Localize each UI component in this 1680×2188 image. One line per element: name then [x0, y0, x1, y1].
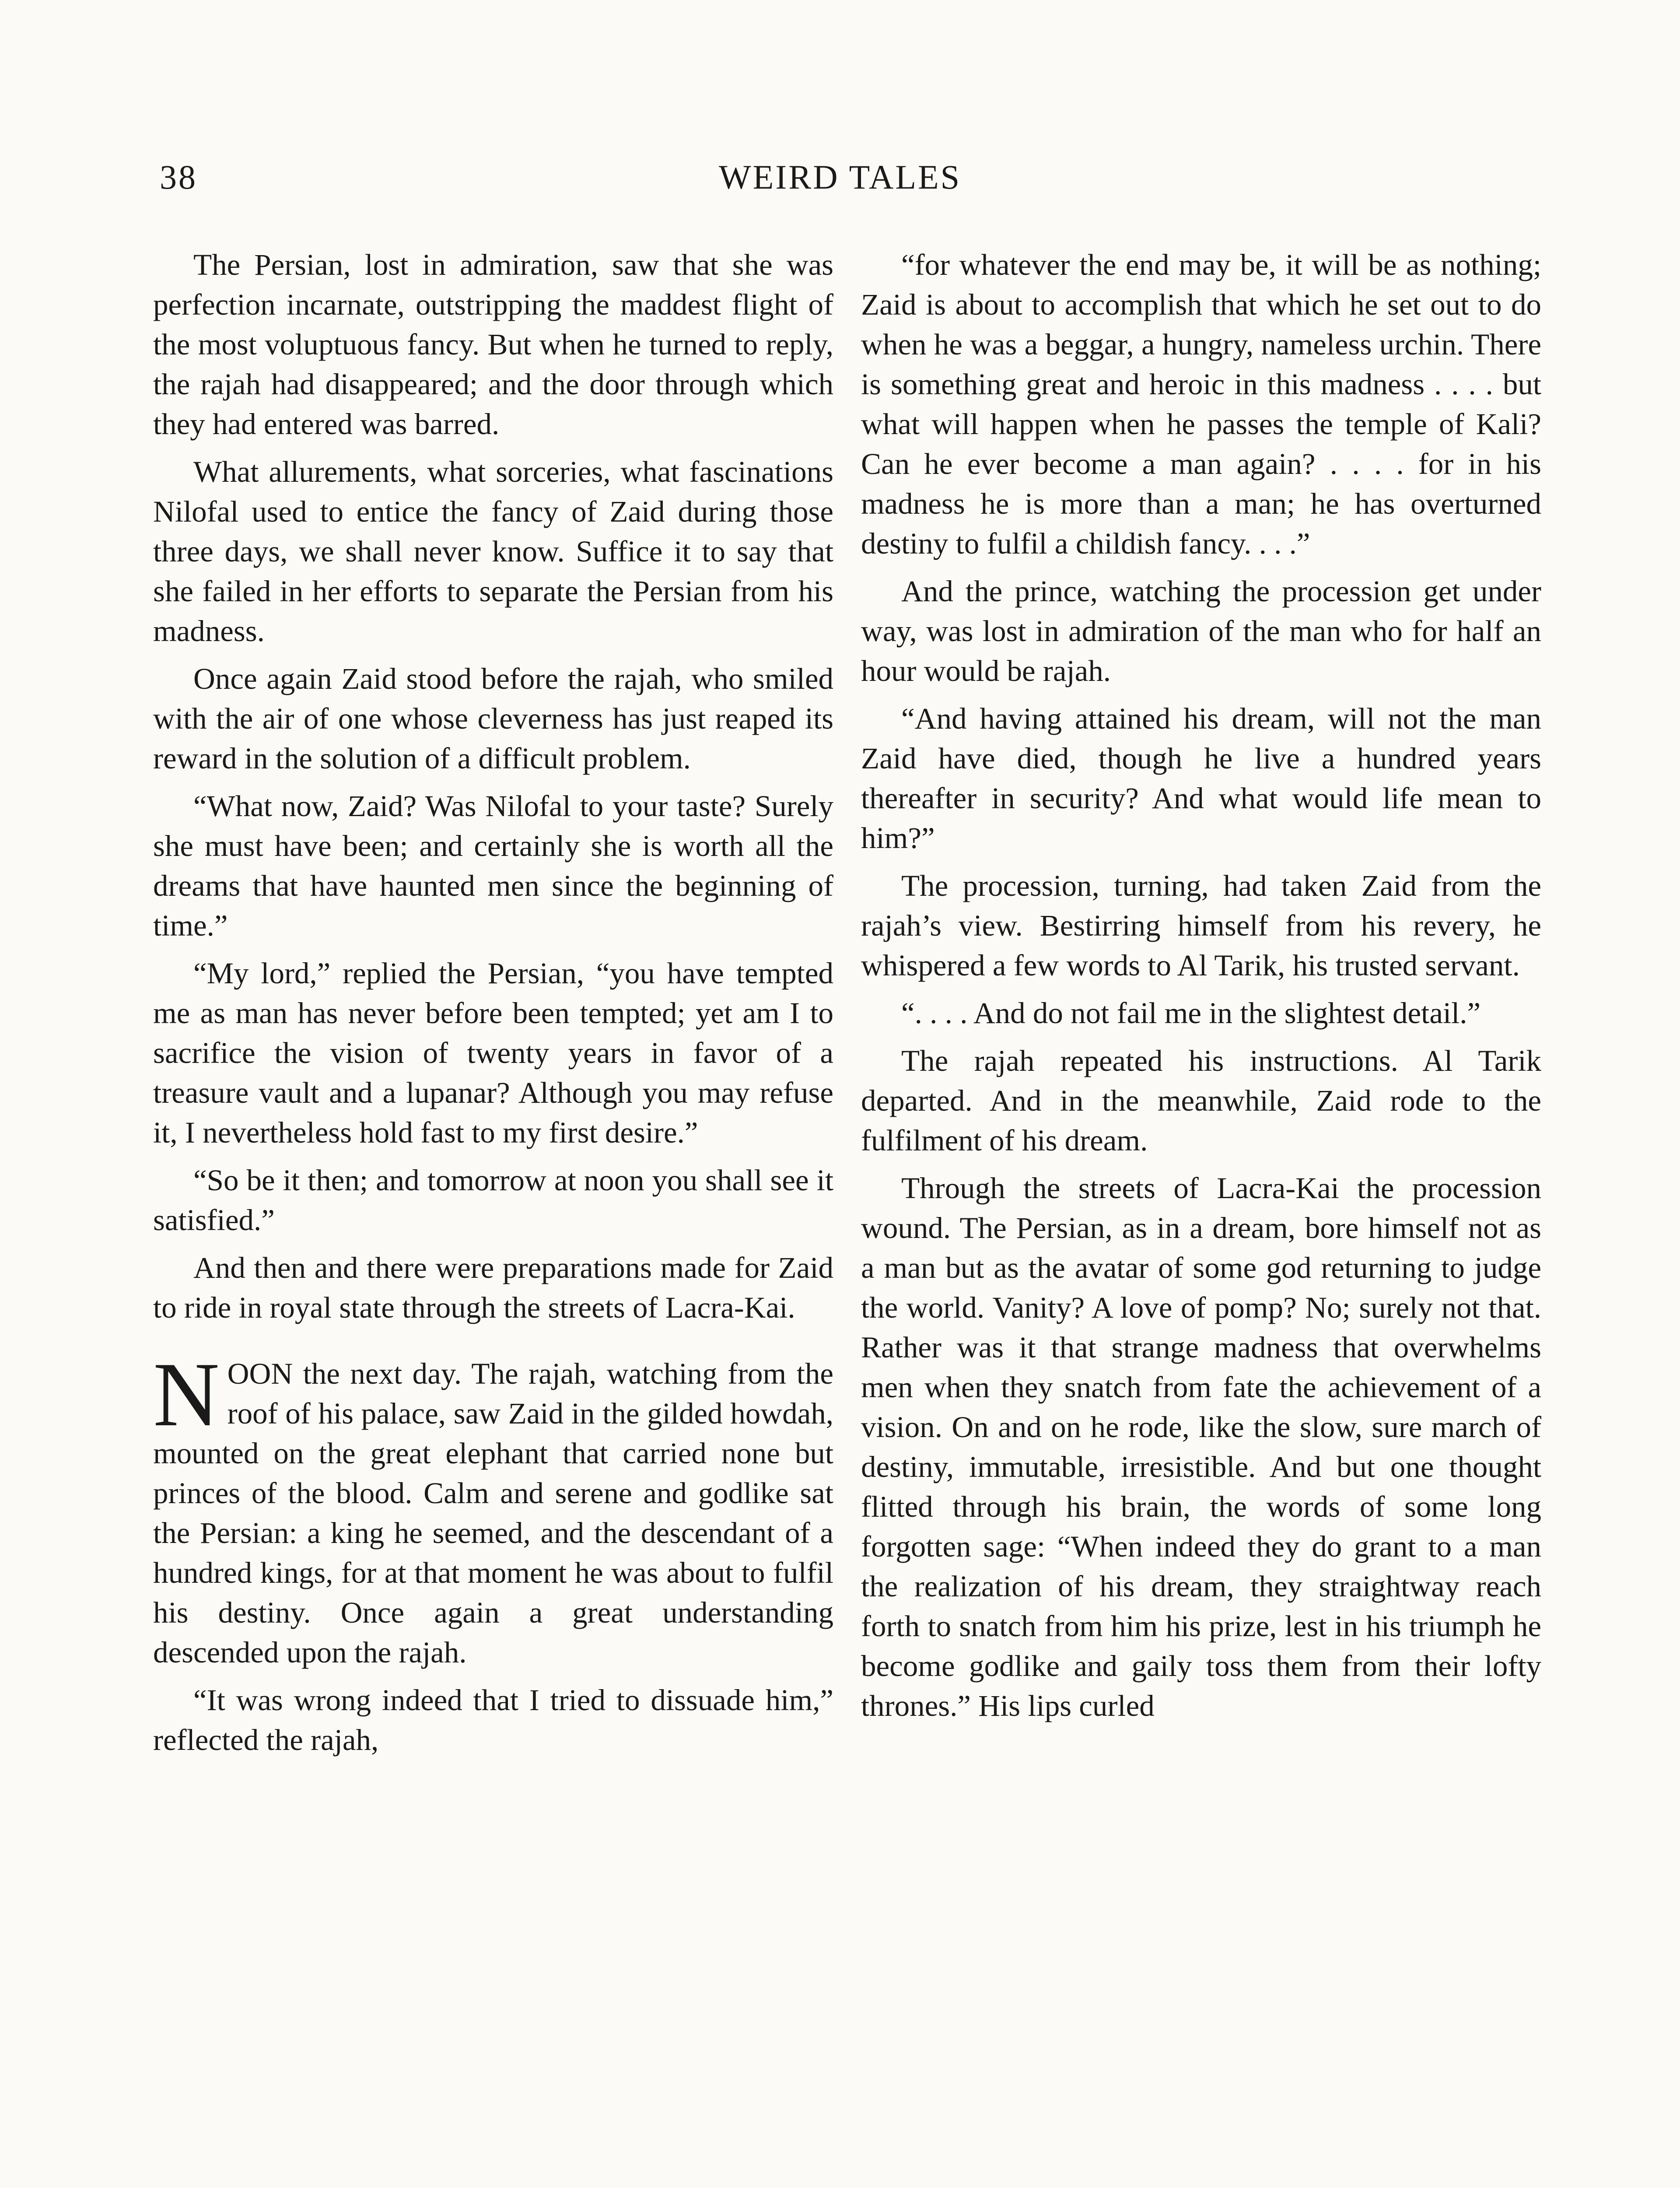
paragraph: “What now, Zaid? Was Nilofal to your taste? Surely she must have been; and certainly she is worth all the dreams that have haunted men since the beginning of time.” — [153, 789, 833, 942]
paragraph: What allurements, what sorceries, what fascinations Nilofal used to entice the fancy of Zaid during those three days, we shall never know. Suffice it to say that she failed in her efforts to separate the Persian from his madness. — [153, 455, 833, 648]
running-title: WEIRD TALES — [718, 158, 962, 196]
paragraph: Once again Zaid stood before the rajah, who smiled with the air of one whose cleverness has just reaped its reward in the solution of a difficult problem. — [153, 662, 833, 775]
paragraph: The rajah repeated his instructions. Al Tarik departed. And in the meanwhile, Zaid rode to the fulfilment of his dream. — [861, 1044, 1541, 1157]
paragraph: “My lord,” replied the Persian, “you have tempted me as man has never before been tempted; yet am I to sacrifice the vision of twenty years in favor of a treasure vault and a lupanar? Although you may refuse it, I nevertheless hold fast to my first desire.” — [153, 957, 833, 1149]
paragraph: Through the streets of Lacra-Kai the procession wound. The Persian, as in a dream, bore himself not as a man but as the avatar of some god returning to judge the world. Vanity? A love of pomp? No; surely not that. Rather was it that strange madness that overwhelms men when they snatch from fate the achievement of a vision. On and on he rode, like the slow, sure march of destiny, immutable, irresistible. And but one thought flitted through his brain, the words of some long forgotten sage: “When indeed they do grant to a man the realization of his dream, they straightway reach forth to snatch from him his prize, lest in his triumph he become godlike and gaily toss them from their lofty thrones.” His lips curled — [861, 1171, 1541, 1722]
right-column — [861, 245, 1541, 1734]
paragraph: “for whatever the end may be, it will be as nothing; Zaid is about to accomplish that which he set out to do when he was a beggar, a hungry, nameless urchin. There is something great and heroic in this madness . . . . but what will happen when he passes the temple of Kali? Can he ever become a man again? . . . . for in his madness he is more than a man; he has overturned destiny to fulfil a childish fancy. . . .” — [861, 248, 1541, 560]
page-header — [160, 158, 1520, 206]
paragraph-text: OON the next day. The rajah, watching from the roof of his palace, saw Zaid in the gilded howdah, mounted on the great elephant that carried none but princes of the blood. Calm and serene and godlike sat the Persian: a king he seemed, and the descendant of a hundred kings, for at that moment he was about to fulfil his destiny. Once again a great understanding descended upon the rajah. — [153, 1357, 833, 1669]
paragraph: “It was wrong indeed that I tried to dissuade him,” reflected the rajah, — [153, 1683, 833, 1757]
paragraph: And then and there were preparations made for Zaid to ride in royal state through the streets of Lacra-Kai. — [153, 1251, 833, 1324]
drop-cap: N — [153, 1344, 220, 1445]
section-start-paragraph — [153, 1344, 833, 1673]
paragraph: “And having attained his dream, will not the man Zaid have died, though he live a hundred years thereafter in security? And what would life mean to him?” — [861, 702, 1541, 855]
paragraph: “. . . . And do not fail me in the slightest detail.” — [901, 996, 1481, 1030]
paragraph: The Persian, lost in admiration, saw that she was perfection incarnate, outstripping the maddest flight of the most voluptuous fancy. But when he turned to reply, the rajah had disappeared; and the door through which they had entered was barred. — [153, 248, 833, 441]
paragraph: The procession, turning, had taken Zaid from the rajah’s view. Bestirring himself from his revery, he whispered a few words to Al Tarik, his trusted servant. — [861, 869, 1541, 982]
page-number: 38 — [160, 158, 197, 196]
left-column — [153, 245, 833, 1768]
paragraph: And the prince, watching the procession get under way, was lost in admiration of the man who for half an hour would be rajah. — [861, 575, 1541, 687]
paragraph: “So be it then; and tomorrow at noon you shall see it satisfied.” — [153, 1164, 833, 1237]
